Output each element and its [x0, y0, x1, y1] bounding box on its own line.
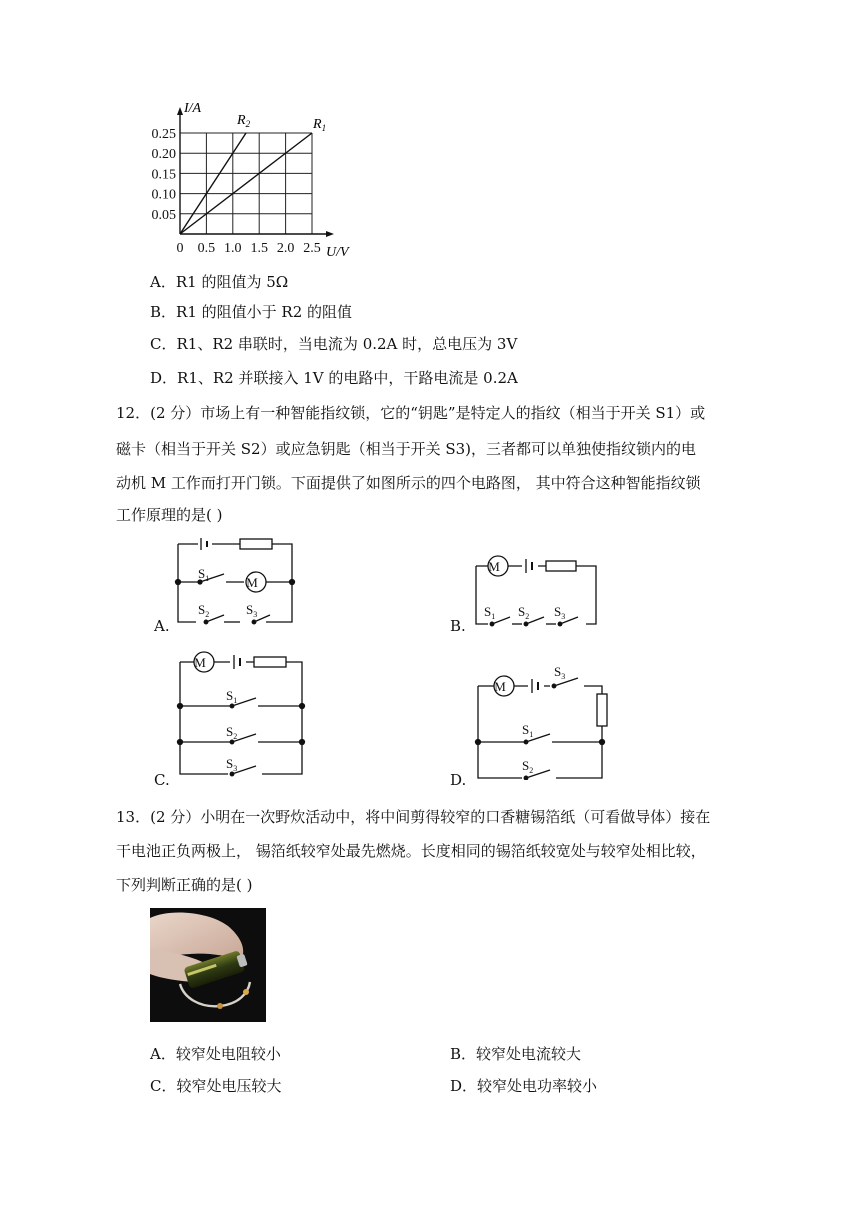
q12-stem-line-2: 磁卡（相当于开关 S2）或应急钥匙（相当于开关 S3)，三者都可以单独使指纹锁内的电: [116, 440, 697, 458]
circuit-b: [468, 552, 608, 632]
svg-text:S2: $S_2$: [522, 758, 534, 775]
svg-text:S2: $S_2$: [226, 724, 238, 741]
q13-stem-line-1: 13．(2 分）小明在一次野炊活动中，将中间剪得较窄的口香糖锡箔纸（可看做导体）接在: [116, 808, 711, 826]
option-letter: A．: [150, 1045, 176, 1063]
option-letter: B．: [150, 303, 177, 321]
option-letter: B．: [450, 1045, 477, 1063]
x-axis-label: U/V: [326, 245, 349, 260]
svg-text:M: M: [246, 575, 258, 590]
q12-stem-line-4: 工作原理的是( ): [116, 506, 223, 524]
svg-text:S1: $S_1$: [226, 688, 238, 705]
circuit-c: [170, 648, 310, 778]
svg-text:S1: $S_1$: [484, 604, 496, 621]
x-tick-label: 2.0: [276, 241, 295, 256]
graph-series: [180, 133, 312, 234]
circuit-b-label[interactable]: B.: [450, 617, 466, 635]
iu-graph: [140, 96, 370, 266]
option-letter: C．: [150, 1077, 177, 1095]
svg-text:M: M: [488, 559, 500, 574]
y-axis-arrow: [177, 107, 183, 115]
svg-text:S1: $S_1$: [198, 566, 210, 583]
option-text: R1 的阻值小于 R2 的阻值: [176, 303, 353, 321]
y-tick-label: 0.20: [151, 147, 176, 163]
q13-option-a[interactable]: [150, 1044, 281, 1064]
option-text: 较窄处电流较大: [476, 1045, 582, 1063]
series-line-r1: [180, 133, 312, 234]
option-text: R1、R2 串联时，当电流为 0.2A 时，总电压为 3V: [176, 335, 518, 353]
svg-text:S2: $S_2$: [518, 604, 530, 621]
x-tick-label: 0: [176, 241, 184, 256]
svg-text:M: M: [494, 679, 506, 694]
option-text: 较窄处电压较大: [176, 1077, 282, 1095]
circuit-a: [170, 532, 300, 632]
y-tick-label: 0.05: [151, 207, 176, 223]
option-text: R1、R2 并联接入 1V 的电路中，干路电流是 0.2A: [177, 369, 518, 387]
x-tick-label: 1.5: [250, 241, 268, 256]
series-label-r2: $R_2$: [237, 113, 251, 129]
y-axis-label: I/A: [184, 101, 202, 116]
circuit-d-label[interactable]: D.: [450, 771, 467, 789]
q13-stem-line-2: 干电池正负两极上， 锡箔纸较窄处最先燃烧。长度相同的锡箔纸较宽处与较窄处相比较，: [116, 842, 706, 860]
y-tick-label: 0.25: [151, 127, 176, 142]
q12-stem-line-1: 12．(2 分）市场上有一种智能指纹锁，它的“钥匙”是特定人的指纹（相当于开关 S1）或: [116, 404, 706, 422]
series-line-r2: [180, 133, 246, 234]
option-letter: A．: [150, 273, 176, 291]
battery-foil-photo: [150, 908, 266, 1022]
option-text: 较窄处电功率较小: [477, 1077, 598, 1095]
x-tick-label: 1.0: [224, 241, 242, 256]
y-tick-label: 0.10: [151, 187, 176, 203]
svg-text:S3: $S_3$: [246, 602, 258, 619]
q11-option-d[interactable]: [150, 368, 518, 388]
circuit-d: [470, 664, 620, 780]
svg-text:S1: $S_1$: [522, 722, 534, 739]
x-tick-label: 2.5: [303, 241, 321, 256]
x-tick-label: 0.5: [197, 241, 216, 256]
option-text: 较窄处电阻较小: [175, 1045, 281, 1063]
q13-option-c[interactable]: [150, 1076, 282, 1096]
x-axis-arrow: [326, 231, 334, 237]
q13-stem-line-3: 下列判断正确的是( ): [116, 876, 253, 894]
option-text: R1 的阻值为 5Ω: [175, 273, 289, 291]
svg-text:S3: $S_3$: [554, 664, 566, 681]
q13-option-b[interactable]: [450, 1044, 581, 1064]
svg-text:S3: $S_3$: [226, 756, 238, 773]
q11-option-b[interactable]: [150, 302, 352, 322]
option-letter: D．: [150, 369, 178, 387]
svg-text:M: M: [194, 655, 206, 670]
svg-text:S3: $S_3$: [554, 604, 566, 621]
q12-stem-line-3: 动机 M 工作而打开门锁。下面提供了如图所示的四个电路图， 其中符合这种智能指纹锁: [116, 474, 701, 492]
option-letter: D．: [450, 1077, 478, 1095]
series-label-r1: $R_1$: [313, 117, 327, 133]
y-tick-label: 0.15: [151, 167, 176, 183]
circuit-c-label[interactable]: C.: [154, 771, 170, 789]
q11-option-c[interactable]: [150, 334, 517, 354]
q13-option-d[interactable]: [450, 1076, 597, 1096]
option-letter: C．: [150, 335, 177, 353]
q11-option-a[interactable]: [150, 272, 288, 292]
svg-text:S2: $S_2$: [198, 602, 210, 619]
circuit-a-label[interactable]: A.: [154, 617, 170, 635]
